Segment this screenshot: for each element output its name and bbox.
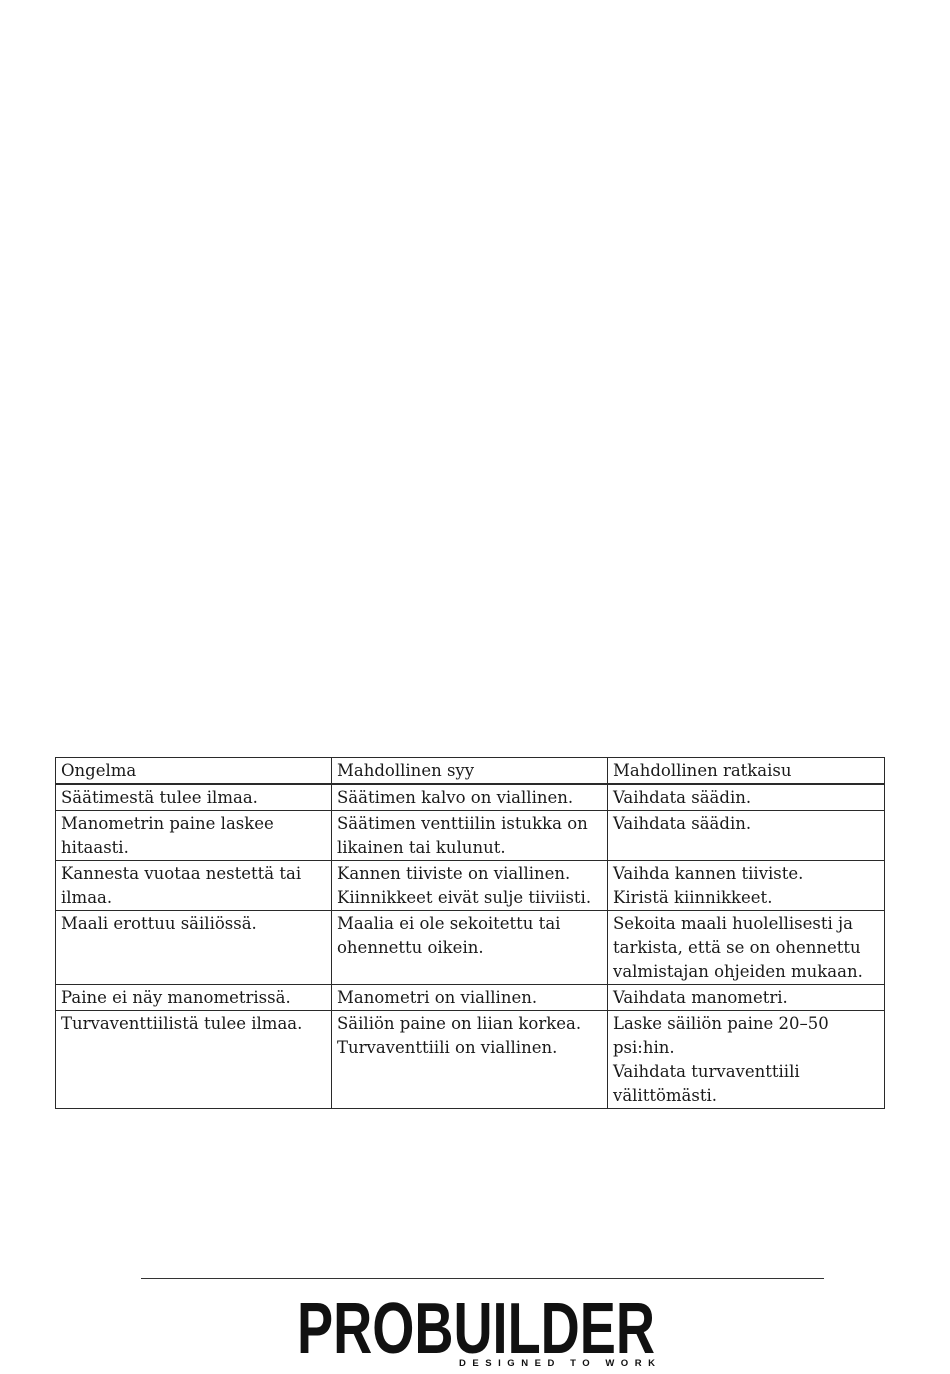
table-row — [56, 1011, 885, 1109]
table-row — [56, 784, 885, 811]
probuilder-logo-graphic — [297, 1287, 655, 1367]
cell-text-line: Vaihdata säädin. — [613, 788, 752, 807]
solution-cell — [608, 911, 885, 985]
table-header-row — [56, 758, 885, 785]
cell-text-line: Säiliön paine on liian korkea. — [337, 1014, 582, 1033]
cell-text-line: Säätimen venttiilin istukka on — [337, 814, 588, 833]
cell-text-line: Maali erottuu säiliössä. — [61, 914, 257, 933]
cell-text-line: Turvaventtiilistä tulee ilmaa. — [61, 1014, 303, 1033]
solution-cell — [608, 985, 885, 1011]
table-body — [56, 784, 885, 1109]
cell-text-line: Manometri on viallinen. — [337, 988, 538, 1007]
probuilder-logo — [297, 1287, 655, 1367]
cause-cell — [332, 811, 608, 861]
cell-text-line: Säätimestä tulee ilmaa. — [61, 788, 258, 807]
solution-cell — [608, 1011, 885, 1109]
cell-text-line: Kiristä kiinnikkeet. — [613, 888, 773, 907]
cell-text-line: Säätimen kalvo on viallinen. — [337, 788, 574, 807]
table-row — [56, 861, 885, 911]
footer-divider — [141, 1278, 824, 1279]
table-row — [56, 985, 885, 1011]
problem-cell — [56, 784, 332, 811]
cause-cell — [332, 784, 608, 811]
table-row — [56, 911, 885, 985]
cell-text-line: Kiinnikkeet eivät sulje tiiviisti. — [337, 888, 592, 907]
cell-text-line: hitaasti. — [61, 838, 129, 857]
cause-cell — [332, 1011, 608, 1109]
logo-tagline-text: DESIGNED TO WORK — [459, 1358, 655, 1367]
solution-cell — [608, 811, 885, 861]
cell-text-line: Manometrin paine laskee — [61, 814, 274, 833]
cell-text-line: valmistajan ohjeiden mukaan. — [613, 962, 863, 981]
logo-brand-text: PROBUILDER — [297, 1289, 655, 1367]
cell-text-line: ohennettu oikein. — [337, 938, 484, 957]
cell-text-line: likainen tai kulunut. — [337, 838, 506, 857]
cell-text-line: Vaihdata säädin. — [613, 814, 752, 833]
cell-text-line: ilmaa. — [61, 888, 113, 907]
problem-cell — [56, 811, 332, 861]
problem-cell — [56, 861, 332, 911]
header-cause: Mahdollinen syy — [332, 758, 608, 785]
cell-text-line: Laske säiliön paine 20–50 — [613, 1014, 829, 1033]
solution-cell — [608, 861, 885, 911]
problem-cell — [56, 911, 332, 985]
cell-text-line: Vaihdata turvaventtiili — [613, 1062, 800, 1081]
header-problem: Ongelma — [56, 758, 332, 785]
cell-text-line: psi:hin. — [613, 1038, 675, 1057]
cell-text-line: välittömästi. — [613, 1086, 718, 1105]
cell-text-line: Vaihdata manometri. — [613, 988, 788, 1007]
cause-cell — [332, 861, 608, 911]
cell-text-line: Maalia ei ole sekoitettu tai — [337, 914, 561, 933]
problem-cell — [56, 1011, 332, 1109]
cause-cell — [332, 985, 608, 1011]
cell-text-line: Kannesta vuotaa nestettä tai — [61, 864, 302, 883]
cause-cell — [332, 911, 608, 985]
cell-text-line: Vaihda kannen tiiviste. — [613, 864, 804, 883]
cell-text-line: tarkista, että se on ohennettu — [613, 938, 861, 957]
cell-text-line: Paine ei näy manometrissä. — [61, 988, 291, 1007]
cell-text-line: Sekoita maali huolellisesti ja — [613, 914, 853, 933]
cell-text-line: Turvaventtiili on viallinen. — [337, 1038, 558, 1057]
table-row — [56, 811, 885, 861]
header-solution: Mahdollinen ratkaisu — [608, 758, 885, 785]
problem-cell — [56, 985, 332, 1011]
cell-text-line: Kannen tiiviste on viallinen. — [337, 864, 571, 883]
solution-cell — [608, 784, 885, 811]
troubleshooting-table — [55, 757, 885, 1109]
